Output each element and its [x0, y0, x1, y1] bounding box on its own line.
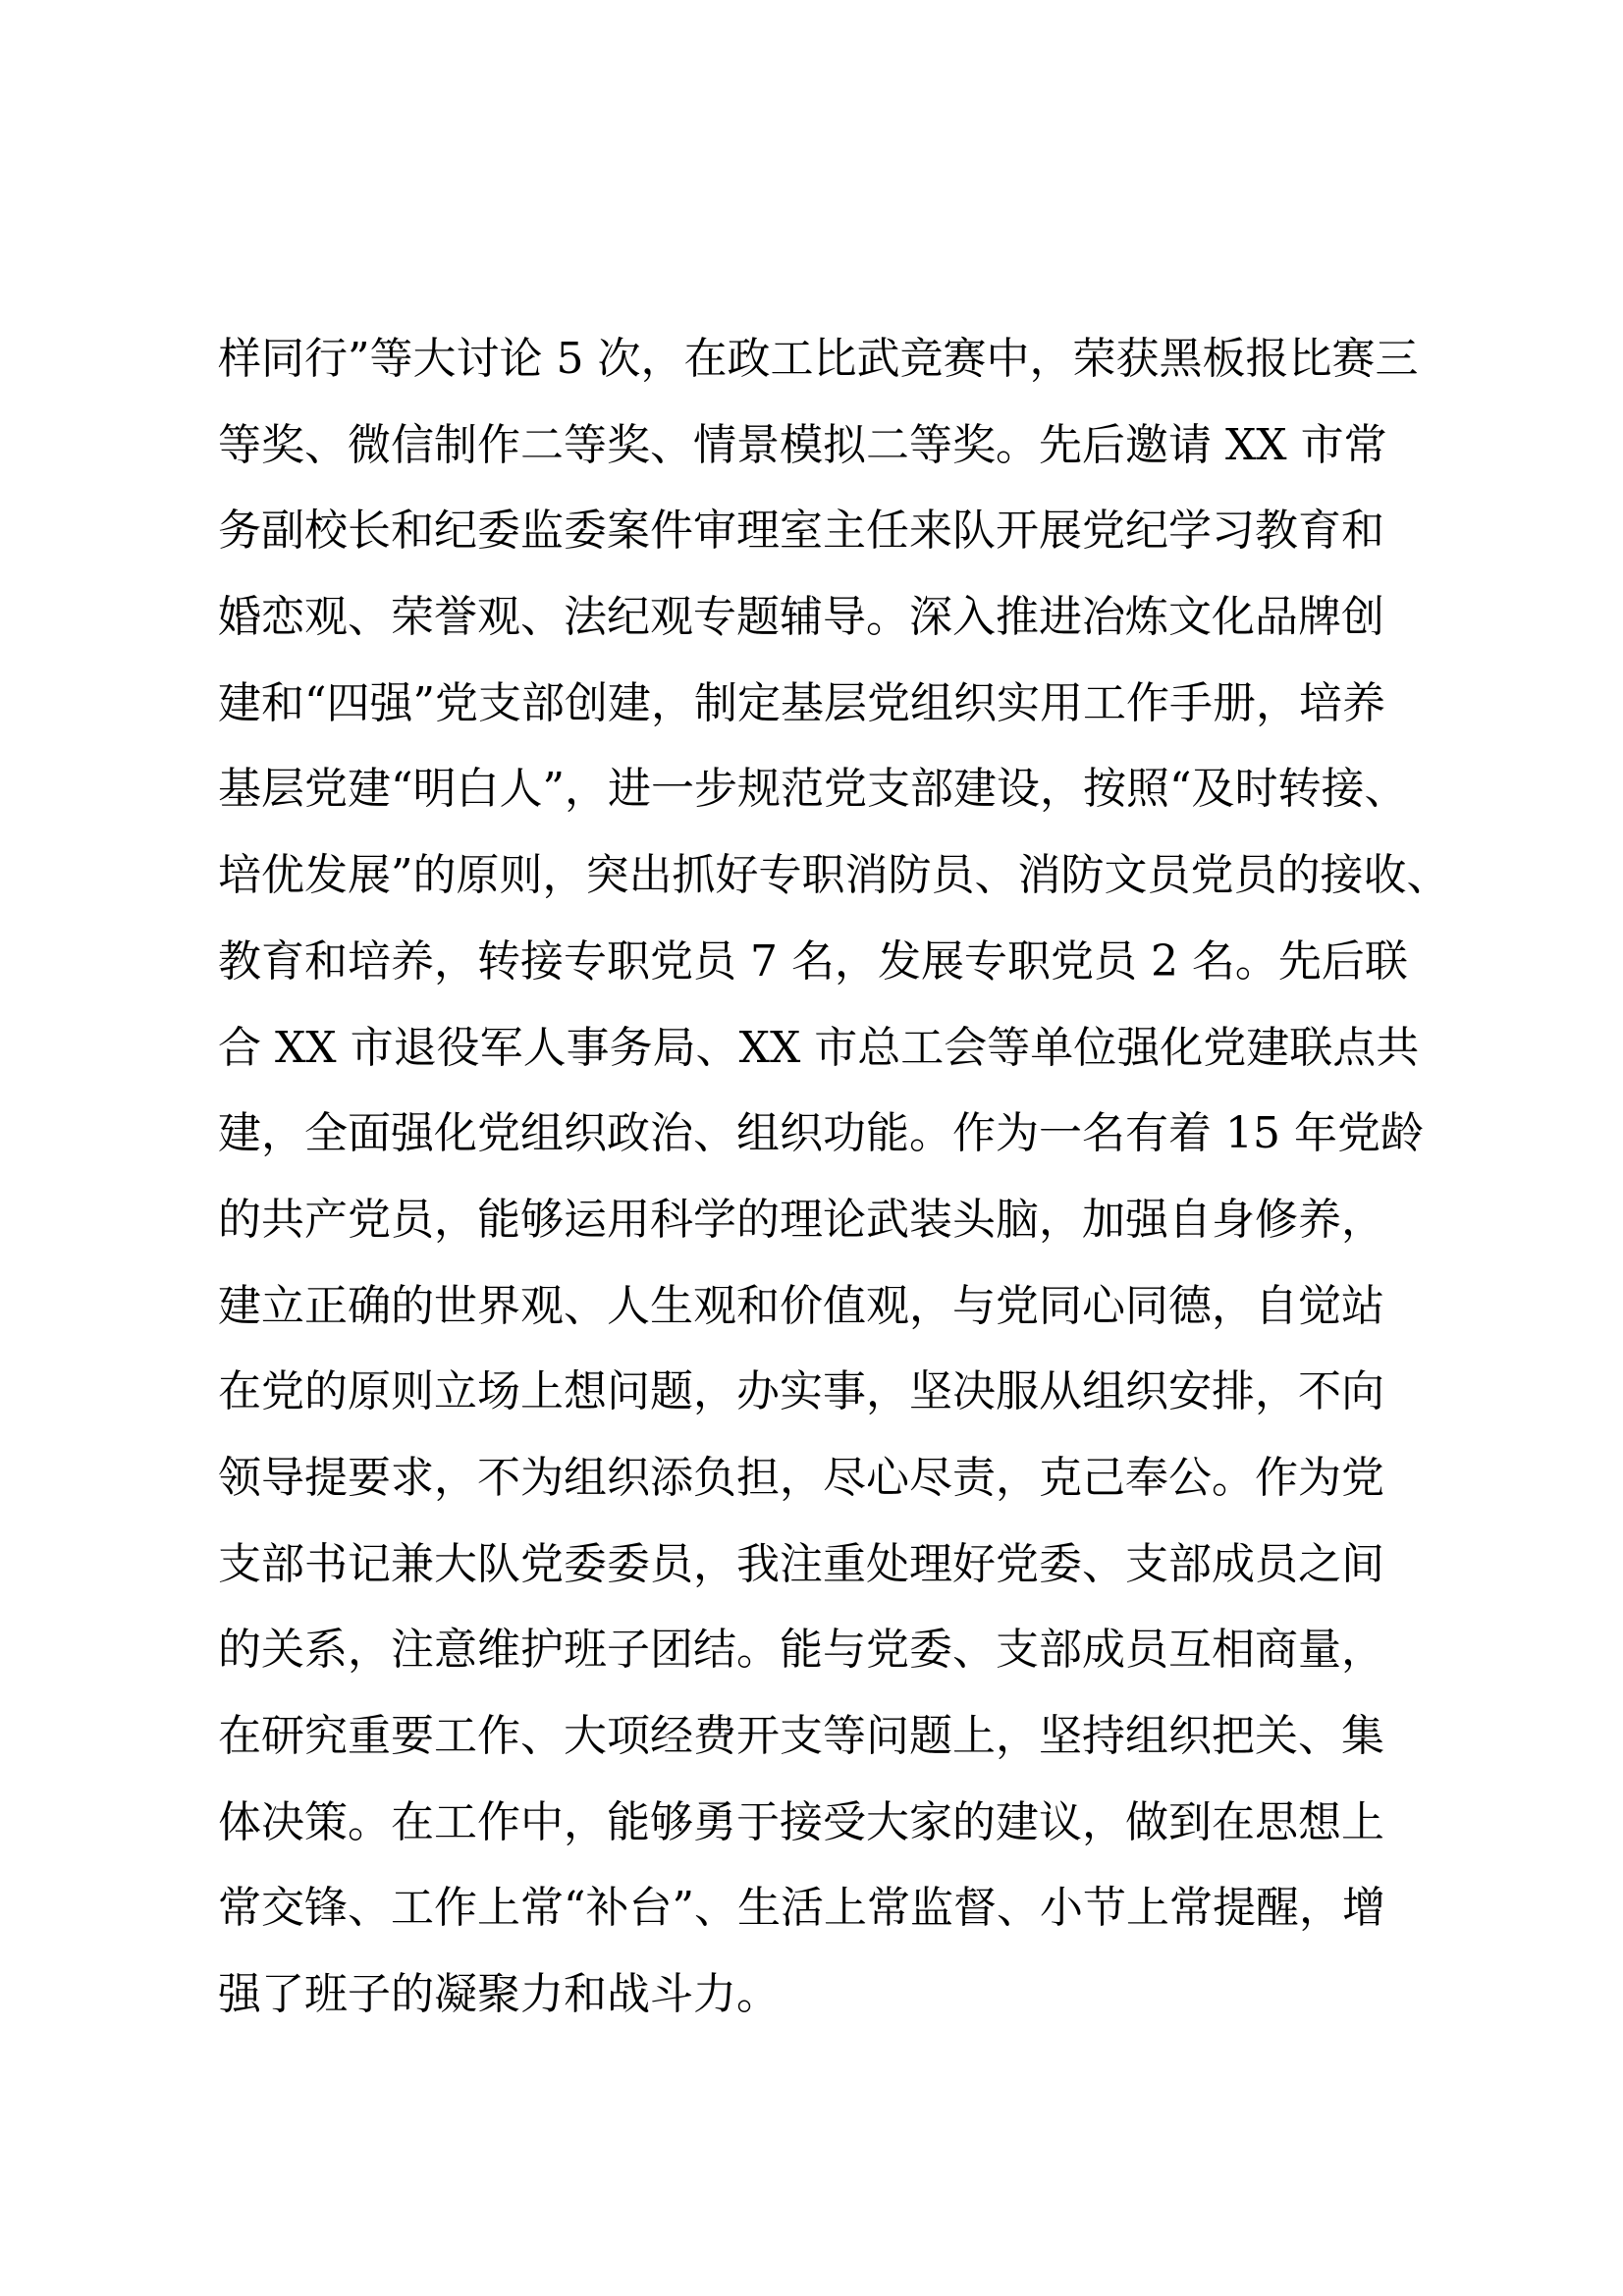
body-paragraph [218, 316, 1450, 2038]
text-line: 建立正确的世界观、人生观和价值观，与党同心同德，自觉站 [218, 1280, 1384, 1331]
text-line: 建，全面强化党组织政治、组织功能。作为一名有着 15 年党龄 [218, 1108, 1424, 1159]
text-line: 婚恋观、荣誉观、法纪观专题辅导。深入推进冶炼文化品牌创 [218, 592, 1384, 643]
text-line: 强了班子的凝聚力和战斗力。 [218, 1969, 780, 2020]
text-line: 教育和培养，转接专职党员 7 名，发展专职党员 2 名。先后联 [218, 935, 1408, 987]
text-line: 在研究重要工作、大项经费开支等问题上，坚持组织把关、集 [218, 1711, 1384, 1761]
text-line: 在党的原则立场上想问题，办实事，坚决服从组织安排，不向 [218, 1366, 1384, 1417]
text-line: 务副校长和纪委监委案件审理室主任来队开展党纪学习教育和 [218, 506, 1384, 557]
text-line: 体决策。在工作中，能够勇于接受大家的建议，做到在思想上 [218, 1796, 1384, 1847]
text-line: 的共产党员，能够运用科学的理论武装头脑，加强自身修养， [218, 1194, 1384, 1245]
text-line: 常交锋、工作上常“补台”、生活上常监督、小节上常提醒，增 [218, 1883, 1385, 1934]
text-line: 基层党建“明白人”，进一步规范党支部建设，按照“及时转接、 [218, 764, 1408, 815]
text-line: 的关系，注意维护班子团结。能与党委、支部成员互相商量， [218, 1625, 1384, 1676]
text-line: 建和“四强”党支部创建，制定基层党组织实用工作手册，培养 [218, 677, 1385, 728]
text-line: 合 XX 市退役军人事务局、XX 市总工会等单位强化党建联点共 [218, 1022, 1420, 1073]
text-line: 培优发展”的原则，突出抓好专职消防员、消防文员党员的接收、 [218, 850, 1450, 901]
text-line: 支部书记兼大队党委委员，我注重处理好党委、支部成员之间 [218, 1538, 1384, 1589]
text-line: 等奖、微信制作二等奖、情景模拟二等奖。先后邀请 XX 市常 [218, 419, 1387, 470]
text-line: 样同行”等大讨论 5 次，在政工比武竞赛中，荣获黑板报比赛三 [218, 334, 1419, 384]
text-line: 领导提要求，不为组织添负担，尽心尽责，克己奉公。作为党 [218, 1452, 1384, 1503]
